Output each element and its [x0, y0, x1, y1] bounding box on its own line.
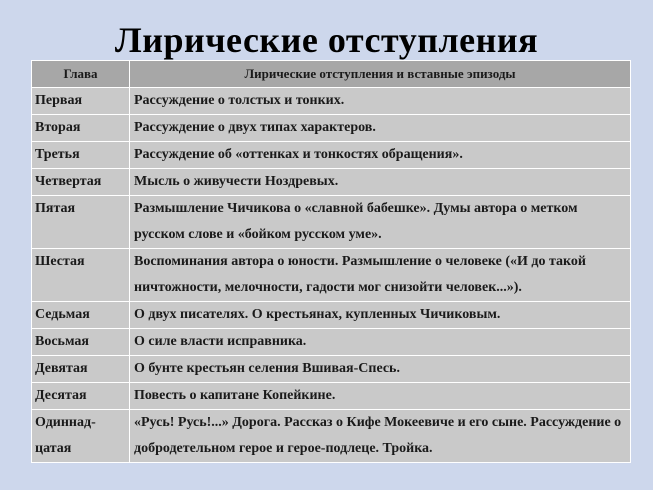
chapter-cell: Восьмая: [32, 329, 130, 356]
table-row: [32, 383, 631, 410]
digression-cell: «Русь! Русь!...» Дорога. Рассказ о Кифе Мокеевиче и его сыне. Рассуждение о добродетельном герое и герое-подлеце. Тройка.: [130, 410, 631, 463]
chapter-cell: Третья: [32, 142, 130, 169]
digressions-table: [31, 60, 631, 463]
table-row: [32, 329, 631, 356]
table-row: [32, 115, 631, 142]
digression-cell: Рассуждение об «оттенках и тонкостях обращения».: [130, 142, 631, 169]
digression-cell: Повесть о капитане Копейкине.: [130, 383, 631, 410]
header-chapter: Глава: [32, 61, 130, 88]
digression-cell: Размышление Чичикова о «славной бабешке». Думы автора о метком русском слове и «бойком русском уме».: [130, 196, 631, 249]
digression-cell: О двух писателях. О крестьянах, купленных Чичиковым.: [130, 302, 631, 329]
table-row: [32, 142, 631, 169]
table-row: [32, 249, 631, 302]
digression-cell: Воспоминания автора о юности. Размышление о человеке («И до такой ничтожности, мелочности, гадости мог снизойти человек...»).: [130, 249, 631, 302]
table-row: [32, 410, 631, 463]
table-row: [32, 196, 631, 249]
chapter-cell: Пятая: [32, 196, 130, 249]
chapter-cell: Первая: [32, 88, 130, 115]
chapter-cell: Седьмая: [32, 302, 130, 329]
digression-cell: Мысль о живучести Ноздревых.: [130, 169, 631, 196]
digression-cell: О силе власти исправника.: [130, 329, 631, 356]
chapter-cell: Десятая: [32, 383, 130, 410]
chapter-cell: Шестая: [32, 249, 130, 302]
table-row: [32, 356, 631, 383]
chapter-cell: Четвертая: [32, 169, 130, 196]
table-row: [32, 88, 631, 115]
chapter-cell: Вторая: [32, 115, 130, 142]
header-digressions: Лирические отступления и вставные эпизоды: [130, 61, 631, 88]
slide-title: Лирические отступления: [114, 20, 539, 60]
chapter-cell: Одиннад-цатая: [32, 410, 130, 463]
digressions-table-container: [31, 60, 630, 463]
table-row: [32, 169, 631, 196]
table-header-row: [32, 61, 631, 88]
table-row: [32, 302, 631, 329]
digression-cell: О бунте крестьян селения Вшивая-Спесь.: [130, 356, 631, 383]
chapter-cell: Девятая: [32, 356, 130, 383]
digression-cell: Рассуждение о двух типах характеров.: [130, 115, 631, 142]
digression-cell: Рассуждение о толстых и тонких.: [130, 88, 631, 115]
